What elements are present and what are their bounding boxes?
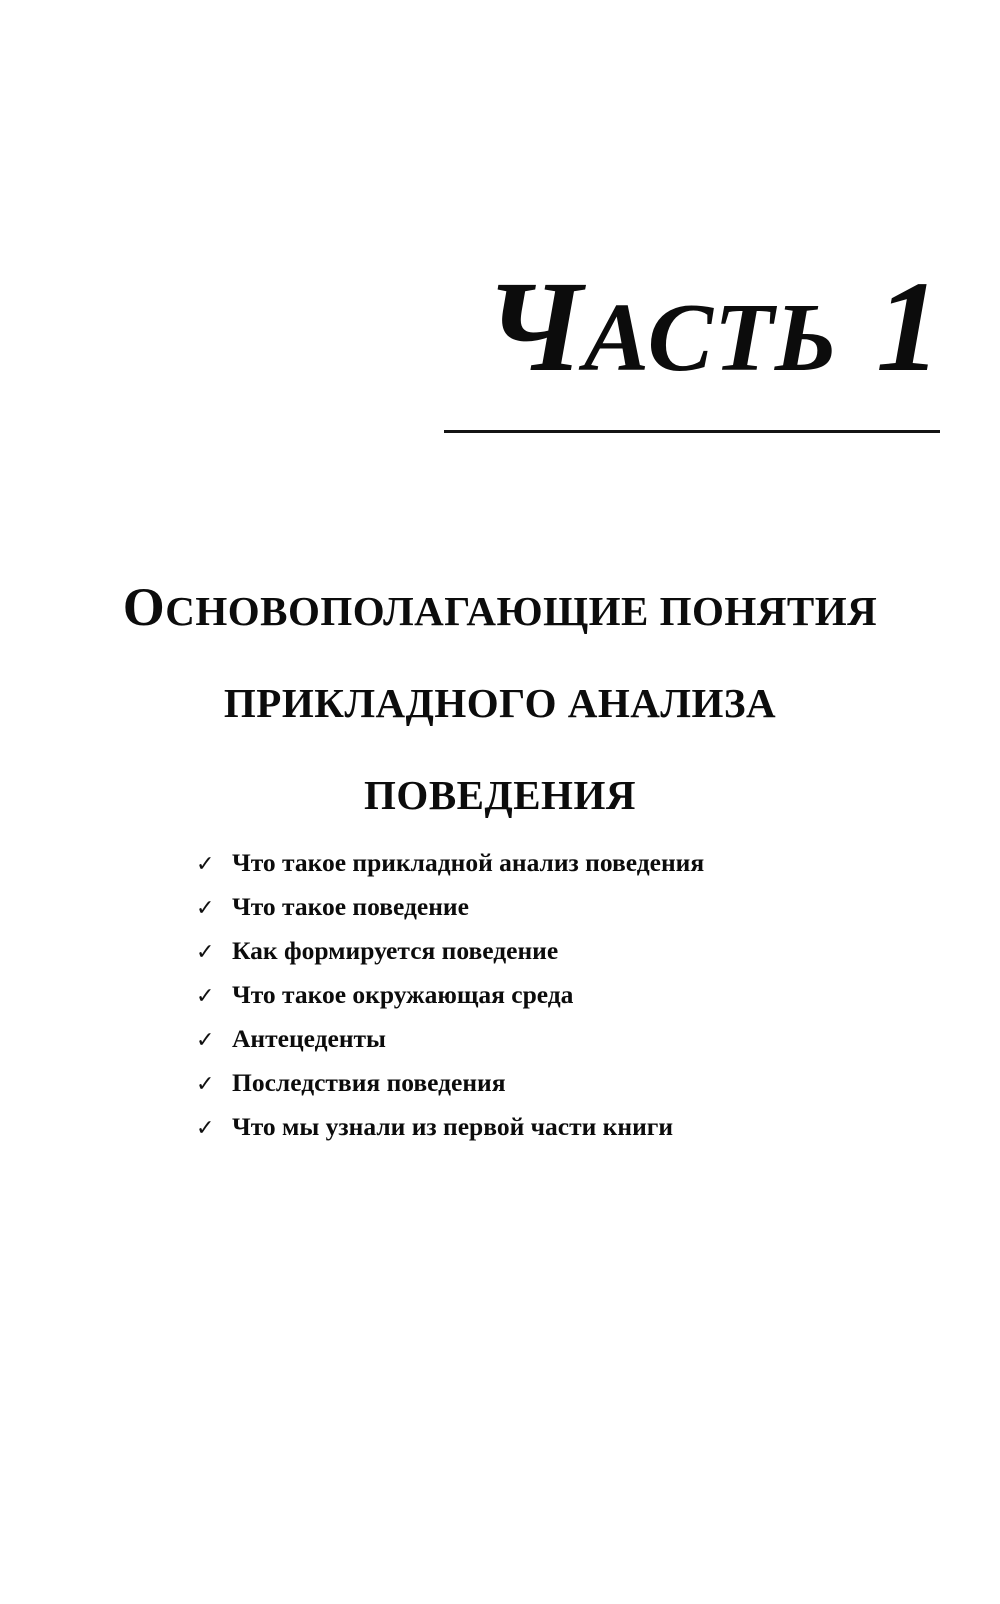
section-title-text: ПРИКЛАДНОГО АНАЛИЗА (223, 680, 777, 726)
topic-item (196, 1112, 704, 1156)
check-icon: ✓ (196, 984, 215, 1009)
section-title-text: СНОВОПОЛАГАЮЩИЕ ПОНЯТИЯ (165, 588, 878, 634)
section-title-line (60, 754, 940, 846)
topic-label: Что такое поведение (232, 892, 469, 921)
topic-label: Антецеденты (232, 1024, 386, 1053)
topic-label: Что такое окружающая среда (232, 980, 574, 1009)
section-title-initial: О (122, 577, 166, 637)
topic-label: Последствия поведения (232, 1068, 506, 1097)
section-title (60, 566, 940, 846)
check-icon: ✓ (196, 940, 215, 965)
topic-label: Что такое прикладной анализ поведения (232, 848, 705, 877)
topic-item (196, 848, 704, 892)
section-title-line (60, 566, 940, 662)
check-icon: ✓ (196, 1116, 215, 1141)
part-heading-initial: Ч (485, 255, 584, 399)
section-title-text: ПОВЕДЕНИЯ (364, 772, 636, 818)
check-icon: ✓ (196, 1072, 215, 1097)
topic-item (196, 980, 704, 1024)
part-heading (485, 255, 942, 399)
topic-label: Что мы узнали из первой части книги (232, 1112, 674, 1141)
check-icon: ✓ (196, 852, 215, 877)
topic-label: Как формируется поведение (232, 936, 559, 965)
topic-item (196, 892, 704, 936)
check-icon: ✓ (196, 1028, 215, 1053)
part-heading-word: АСТЬ (583, 284, 838, 392)
topic-item (196, 1024, 704, 1068)
check-icon: ✓ (196, 896, 215, 921)
topic-item (196, 936, 704, 980)
section-title-line (60, 662, 940, 754)
part-number: 1 (876, 255, 942, 399)
topic-list (196, 848, 704, 1156)
topic-item (196, 1068, 704, 1112)
heading-divider (444, 430, 940, 433)
